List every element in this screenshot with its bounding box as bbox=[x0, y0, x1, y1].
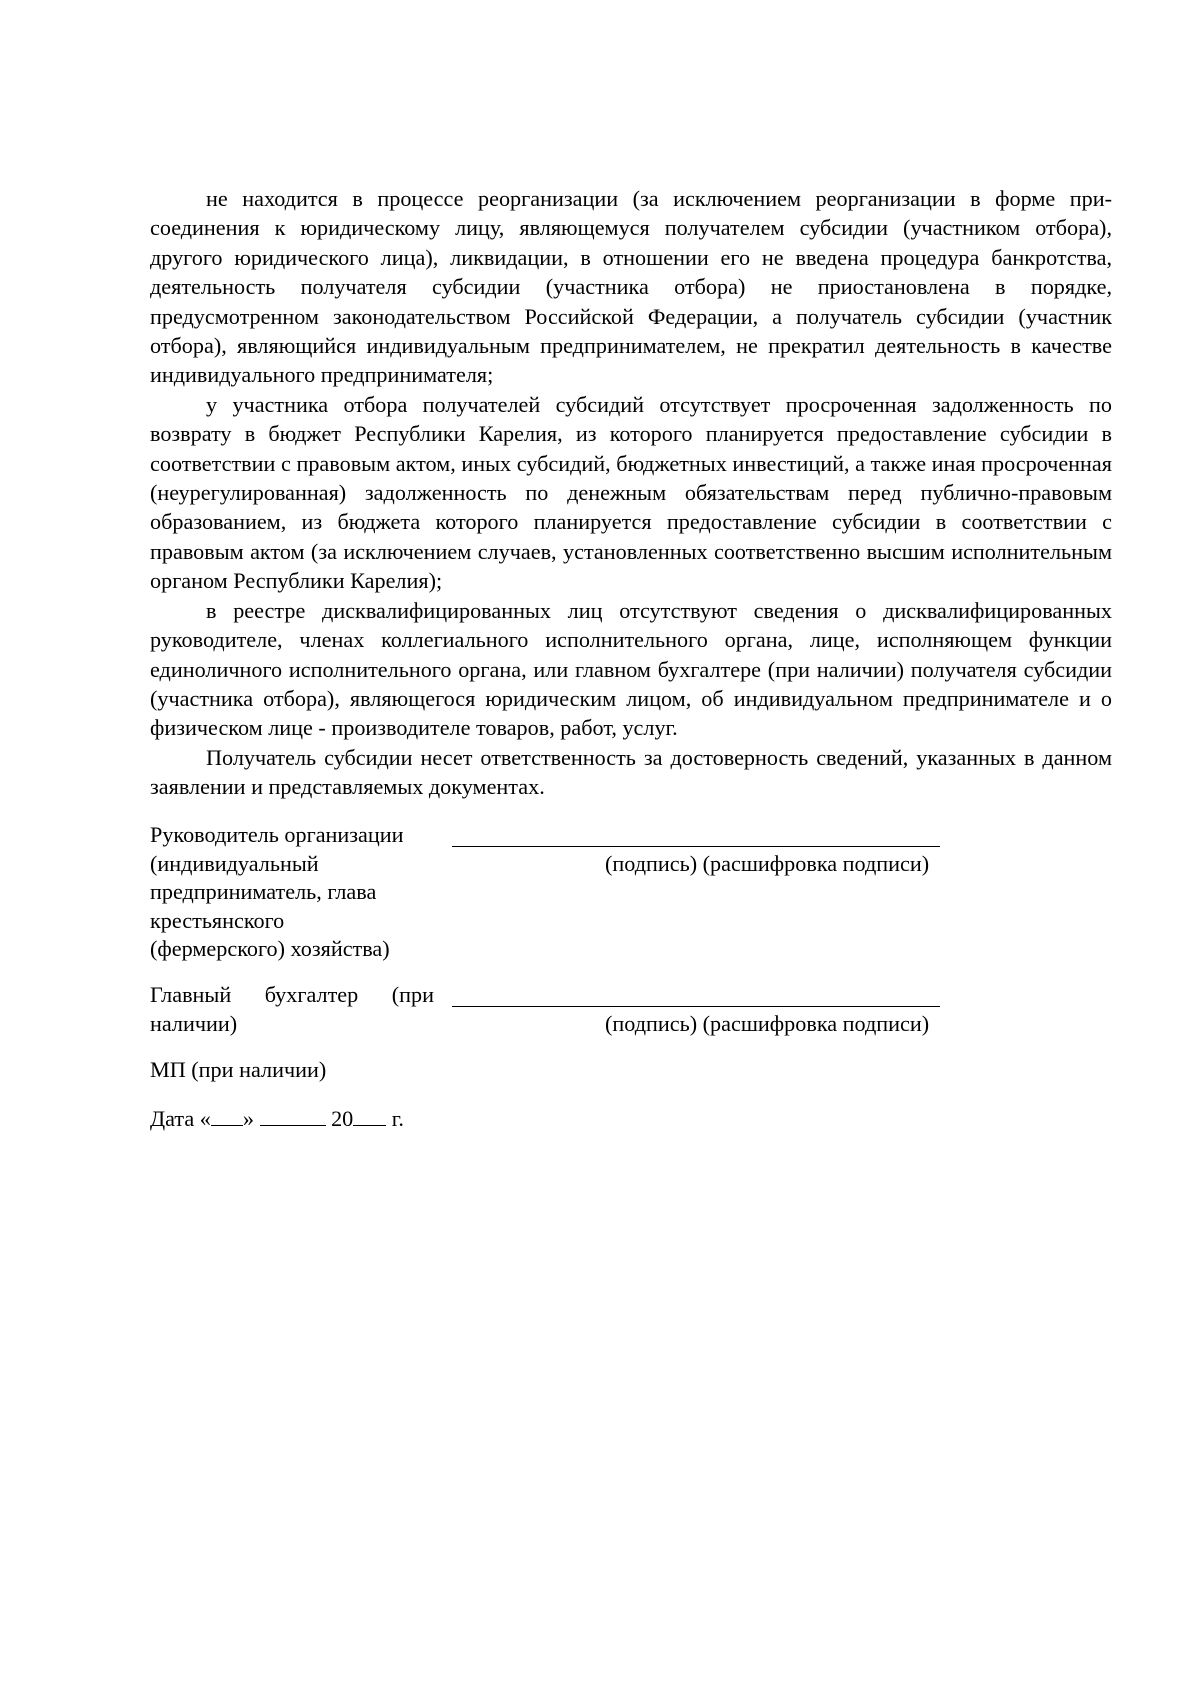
date-month-blank[interactable] bbox=[260, 1105, 326, 1126]
date-year-blank[interactable] bbox=[353, 1105, 386, 1126]
head-label-line-5: (фермерского) хозяйства) bbox=[150, 936, 390, 961]
paragraph-reorganization: не находится в процессе реорганизации (за исключением реорганизации в форме присоединения к юридическому лицу, являющемуся получателем субсидии (участником отбора), другого юридического лица), ликвидации, в отношении его не введена процедура банкротства, деятельность получателя субсидии (участника отбора) не приостановлена в порядке, предусмотренном законодательством Российской Федерации, а получатель субсидии (участник отбора), являющийся индивидуальным предпринимателем, не прекратил деятельность в качестве индивидуального предпринимателя; bbox=[150, 186, 1112, 388]
date-quote-close: » bbox=[242, 1106, 254, 1131]
head-label-line-2: (индивидуальный bbox=[150, 850, 319, 876]
document-page bbox=[150, 184, 1112, 802]
paragraph-no-debt: у участника отбора получателей субсидий отсутствует просроченная задолженность по возврату в бюджет Республики Карелия, из которого планируется предоставление субсидии в соответствии с правовым актом, иных субсидий, бюджетных инвестиций, а также иная просроченная (неурегулированная) задолженность по денежным обязательствам перед публично-правовым образованием, из бюджета которого планируется предоставление субсидии в соответствии с правовым актом (за исключением случаев, установленных соответственно высшим исполнительным органом Республики Карелия); bbox=[150, 391, 1112, 594]
paragraph-disqualified-registry: в реестре дисквалифицированных лиц отсутствуют сведения о дисквалифицированных руководителе, членах коллегиального исполнительного органа, лице, исполняющем функции единоличного исполнительного органа, или главном бухгалтере (при наличии) получателя субсидии (участника отбора), являющегося юридическим лицом, об индивидуальном предпринимателе и о физическом лице - производителе товаров, работ, услуг. bbox=[150, 597, 1112, 741]
head-label-line-1: Руководитель организации bbox=[150, 822, 404, 847]
accountant-signature-block bbox=[150, 981, 1112, 1041]
date-year-suffix: г. bbox=[391, 1106, 404, 1131]
date-label: Дата « bbox=[150, 1106, 211, 1131]
head-label-line-3: предприниматель, глава bbox=[150, 879, 377, 904]
date-day-blank[interactable] bbox=[211, 1105, 243, 1126]
accountant-signature-line[interactable] bbox=[452, 981, 940, 1007]
paragraph-responsibility: Получатель субсидии несет ответственность за достоверность сведений, указанных в данном заявлении и представляемых документах. bbox=[150, 744, 1112, 800]
accountant-signature-hint: (подпись) (расшифровка подписи) bbox=[605, 1010, 930, 1036]
head-signature-line[interactable] bbox=[452, 821, 940, 847]
head-label-line-4: крестьянского bbox=[150, 907, 285, 933]
date-century: 20 bbox=[331, 1106, 354, 1131]
accountant-label-line-1: Главный бухгалтер (при bbox=[150, 982, 434, 1007]
stamp-placeholder: МП (при наличии) bbox=[150, 1057, 327, 1082]
accountant-label-line-2: наличии) bbox=[150, 1010, 238, 1036]
head-signature-hint: (подпись) (расшифровка подписи) bbox=[605, 850, 930, 876]
head-signature-block bbox=[150, 821, 1112, 971]
date-line bbox=[150, 1105, 404, 1134]
